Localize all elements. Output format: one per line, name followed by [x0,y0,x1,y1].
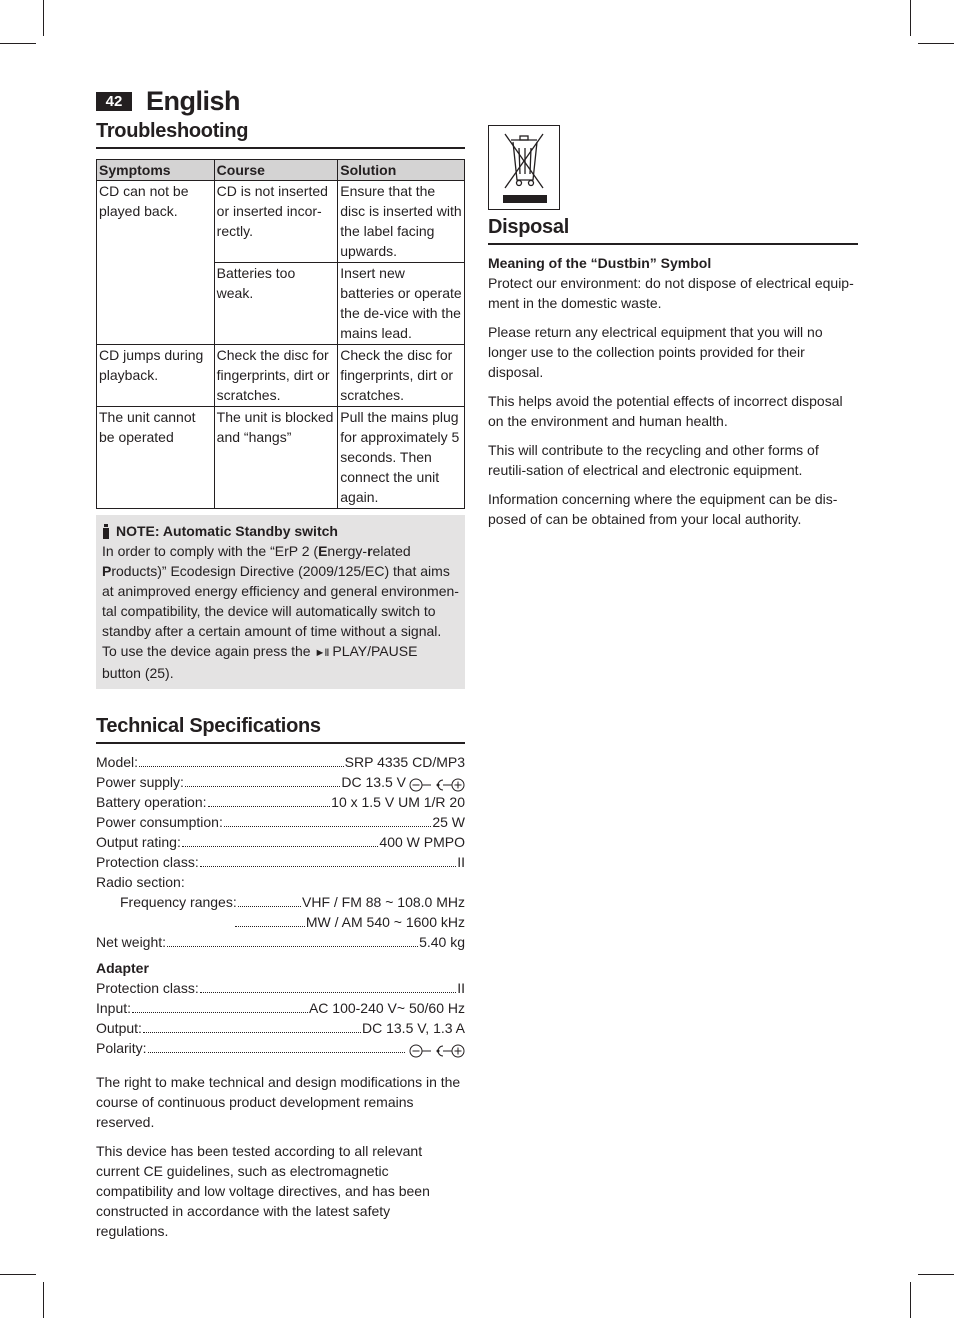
table-header-row [97,160,465,181]
spec-row-output [96,1018,465,1038]
header-solution: Solution [338,160,465,181]
dustbin-subtitle: Meaning of the “Dustbin” Symbol [488,255,712,271]
note-text-part: nergy- [327,543,368,559]
crop-mark [43,0,44,36]
spec-row-protection [96,852,465,872]
spec-value: 5.40 kg [419,934,465,950]
troubleshooting-table [96,159,465,509]
cell-course: CD is not inserted or inserted incor-rectly. [214,181,338,263]
disposal-paragraph: This will contribute to the recycling and other forms of reutili-sation of electrical and electronic equipment. [488,442,819,478]
note-title-text: NOTE: Automatic Standby switch [116,523,338,539]
spec-value: VHF / FM 88 ~ 108.0 MHz [302,894,465,910]
spec-row-battery [96,792,465,812]
spec-label: Polarity: [96,1040,147,1056]
page-header [96,86,240,117]
spec-row-model [96,752,465,772]
cell-symptom: The unit cannot be operated [97,407,215,509]
spec-label: Protection class: [96,854,199,870]
spec-row-adapter-protection [96,978,465,998]
disposal-paragraph: Protect our environment: do not dispose of electrical equip-ment in the domestic waste. [488,275,854,311]
spec-value: SRP 4335 CD/MP3 [344,754,465,770]
note-bold-letter: r [367,543,373,559]
crop-mark [0,1274,36,1275]
modifications-paragraph: The right to make technical and design modifications in the course of continuous product development remains reserved. [96,1074,461,1130]
crop-mark [918,43,954,44]
spec-row-weight [96,932,465,952]
disposal-paragraph: Please return any electrical equipment that you will no longer use to the collection points provided for their disposal. [488,324,823,380]
page-number: 42 [96,92,132,111]
note-bold-letter: P [102,563,112,579]
language-title: English [146,86,241,116]
header-course: Course [214,160,338,181]
spec-label: Battery operation: [96,794,207,810]
disposal-heading: Disposal [488,216,858,245]
note-title [102,521,459,541]
polarity-icon [409,778,465,792]
play-pause-icon: ►II [314,647,329,659]
spec-value: II [457,980,465,996]
note-bold-letter: E [318,543,328,559]
spec-label: Radio section: [96,874,185,890]
crop-mark [43,1282,44,1318]
spec-row-output-rating [96,832,465,852]
spec-value: DC 13.5 V, 1.3 A [362,1020,465,1036]
spec-value: MW / AM 540 ~ 1600 kHz [305,914,465,930]
spec-value: II [457,854,465,870]
spec-row-polarity [96,1038,465,1058]
cell-solution: Check the disc for fingerprints, dirt or scratches. [338,345,465,407]
cell-course: Batteries too weak. [214,263,338,345]
crop-mark [0,43,36,44]
cell-solution: Pull the mains plug for approximately 5 seconds. Then connect the unit again. [338,407,465,509]
polarity-icon [409,1044,465,1058]
table-row [97,345,465,407]
disposal-paragraph: Information concerning where the equipment can be dis-posed of can be obtained from your local authority. [488,491,838,527]
troubleshooting-heading: Troubleshooting [96,120,465,149]
spec-value: DC 13.5 V [341,774,406,790]
disposal-paragraph: This helps avoid the potential effects of incorrect disposal on the environment and human health. [488,393,843,429]
cell-solution: Ensure that the disc is inserted with the label facing upwards. [338,181,465,263]
cell-solution: Insert new batteries or operate the de-vice with the mains lead. [338,263,465,345]
header-symptoms: Symptoms [97,160,215,181]
spec-label: Output rating: [96,834,181,850]
spec-label: Protection class: [96,980,199,996]
table-row [97,181,465,263]
note-text [102,541,459,683]
spec-label: Output: [96,1020,142,1036]
spec-value: 400 W PMPO [379,834,465,850]
spec-value: 25 W [432,814,465,830]
spec-label: Model: [96,754,139,770]
note-text-part: roducts)” Ecodesign Directive (2009/125/EC) that aims at animproved energy efficiency and general environmen-tal compatibility, the device will automatically switch to standby after a certain amount of time without a signal. To use the device again press the [102,563,459,659]
cell-course: Check the disc for fingerprints, dirt or scratches. [214,345,338,407]
note-text-part: elated [372,543,411,559]
ce-paragraph: This device has been tested according to all relevant current CE guidelines, such as electromagnetic compatibility and low voltage directives, and has been constructed in accordance with the latest safety regulations. [96,1143,430,1239]
cell-symptom: CD can not be played back. [97,181,215,345]
spec-row-radio [96,872,465,892]
crossed-out-dustbin-icon [488,125,560,210]
spec-label: Power consumption: [96,814,223,830]
spec-list [96,752,465,1058]
right-column [488,125,858,529]
note-text-part: PLAY/PAUSE button (25). [102,643,418,681]
spec-label: Frequency ranges: [120,894,237,910]
left-column [96,120,465,1241]
spec-row-frequency-2 [96,912,465,932]
crop-mark [910,0,911,36]
tech-specs-heading: Technical Specifications [96,715,465,744]
standby-note-box [96,515,465,689]
crop-mark [910,1282,911,1318]
cell-symptom: CD jumps during playback. [97,345,215,407]
crop-mark [918,1274,954,1275]
spec-row-frequency [96,892,465,912]
spec-label: Power supply: [96,774,184,790]
spec-value: AC 100-240 V~ 50/60 Hz [308,1000,465,1016]
spec-value: 10 x 1.5 V UM 1/R 20 [331,794,465,810]
spec-label: Net weight: [96,934,167,950]
table-row [97,407,465,509]
spec-row-power-supply [96,772,465,792]
info-icon [102,524,110,539]
spec-row-input [96,998,465,1018]
spec-label: Input: [96,1000,132,1016]
cell-course: The unit is blocked and “hangs” [214,407,338,509]
note-text-part: In order to comply with the “ErP 2 ( [102,543,319,559]
adapter-heading: Adapter [96,960,149,976]
spec-row-consumption [96,812,465,832]
